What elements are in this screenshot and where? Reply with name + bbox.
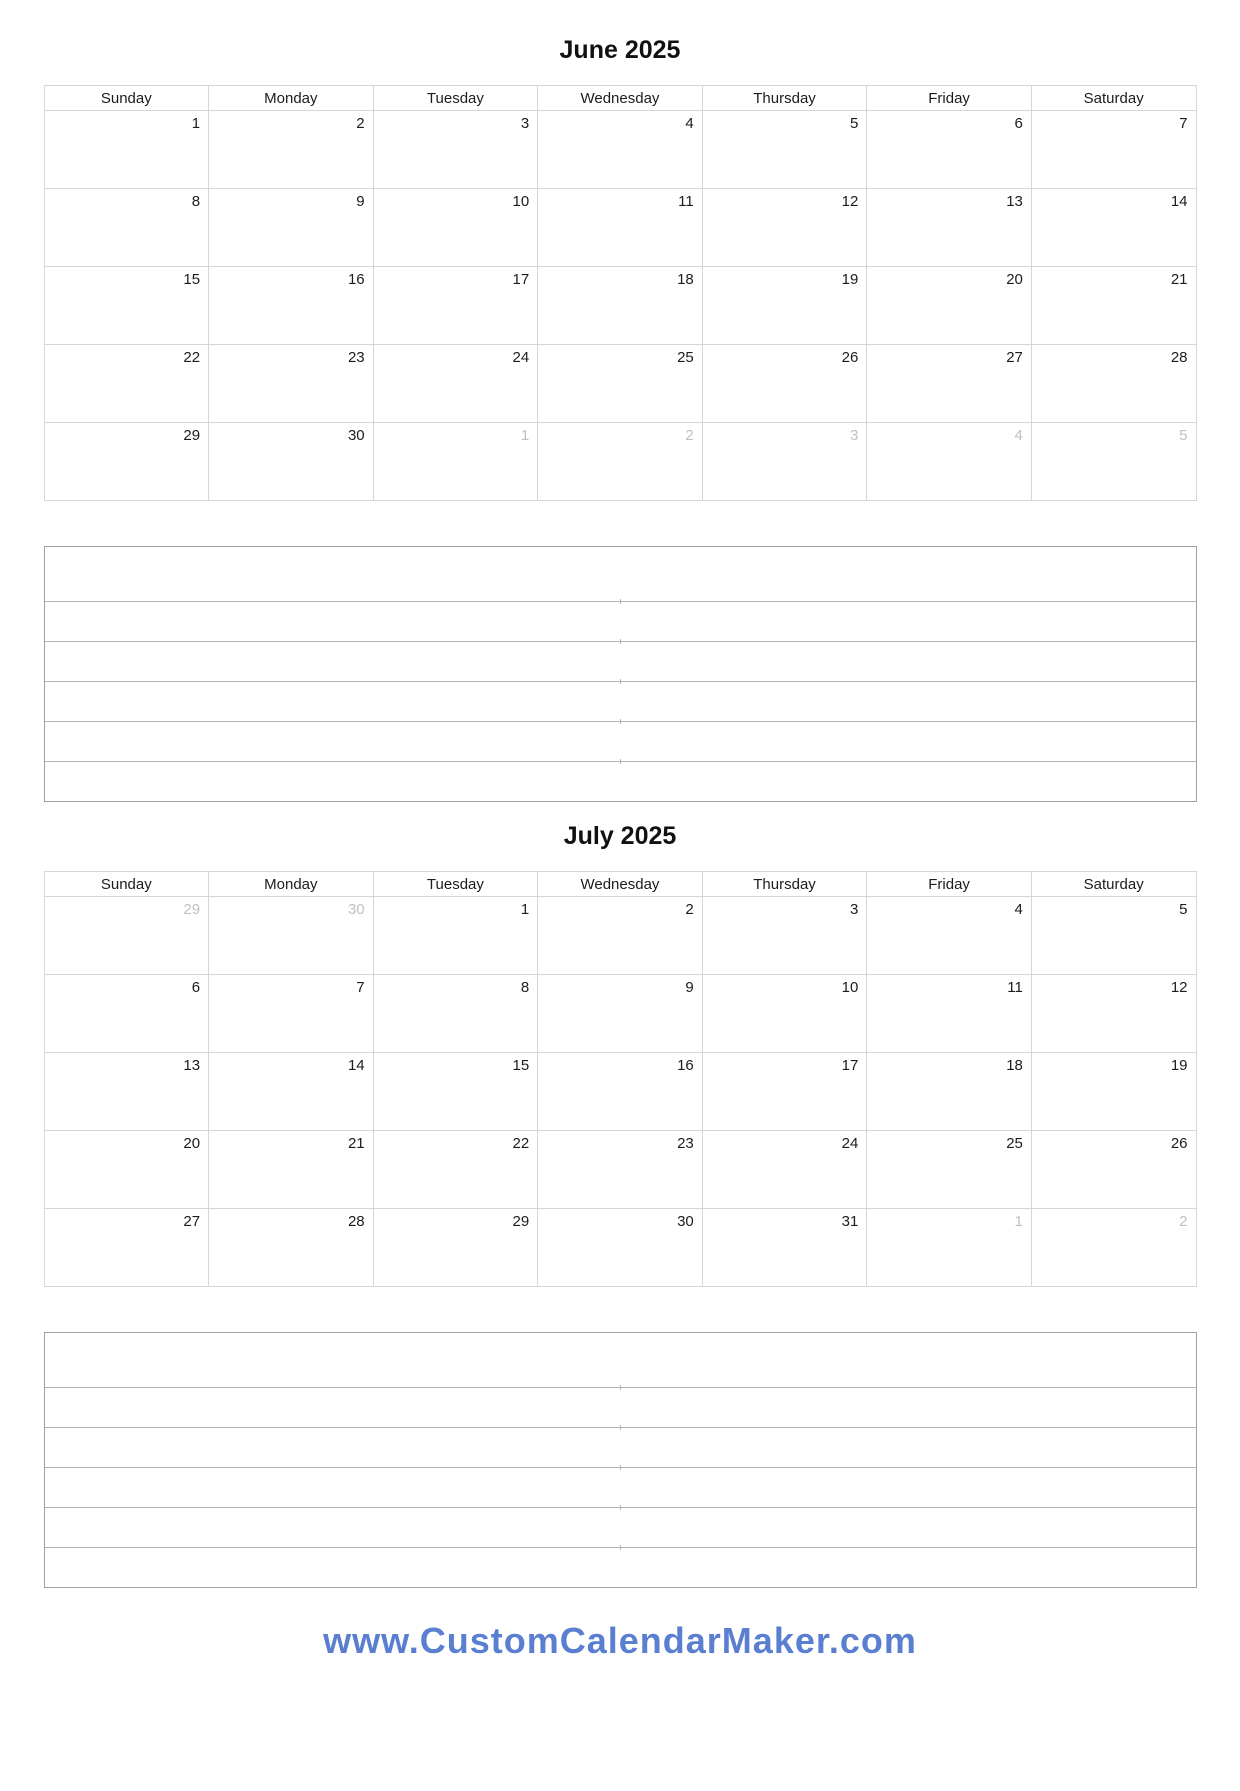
calendar-day: 15 [373, 1053, 538, 1131]
calendar-day: 1 [373, 897, 538, 975]
calendar-table-july [44, 871, 1197, 1287]
calendar-day: 8 [44, 189, 209, 267]
calendar-day: 19 [1031, 1053, 1196, 1131]
calendar-day-adjacent-month: 30 [209, 897, 374, 975]
weekday-header-sunday: Sunday [44, 872, 209, 897]
weekday-header-saturday: Saturday [1031, 872, 1196, 897]
calendar-day: 9 [209, 189, 374, 267]
weekday-header-friday: Friday [867, 872, 1032, 897]
calendar-day: 23 [209, 345, 374, 423]
calendar-day: 22 [44, 345, 209, 423]
calendar-week-row [44, 267, 1196, 345]
calendar-day: 17 [702, 1053, 867, 1131]
website-url-text: www.CustomCalendarMaker.com [323, 1620, 917, 1661]
notes-line [45, 601, 1196, 641]
weekday-header-row [44, 872, 1196, 897]
calendar-day: 16 [209, 267, 374, 345]
calendar-table-june [44, 85, 1197, 501]
calendar-day: 12 [1031, 975, 1196, 1053]
notes-line [45, 761, 1196, 801]
calendar-day: 3 [702, 897, 867, 975]
calendar-day-adjacent-month: 2 [1031, 1209, 1196, 1287]
calendar-sheet [44, 36, 1197, 1662]
notes-line [45, 721, 1196, 761]
calendar-day: 26 [1031, 1131, 1196, 1209]
notes-line [45, 1387, 1196, 1427]
notes-line [45, 1427, 1196, 1467]
calendar-week-row [44, 111, 1196, 189]
calendar-day: 8 [373, 975, 538, 1053]
calendar-week-row [44, 345, 1196, 423]
weekday-header-friday: Friday [867, 86, 1032, 111]
calendar-day: 4 [538, 111, 703, 189]
calendar-day: 10 [373, 189, 538, 267]
calendar-week-row [44, 1209, 1196, 1287]
calendar-day: 27 [44, 1209, 209, 1287]
calendar-day: 29 [373, 1209, 538, 1287]
calendar-week-row [44, 423, 1196, 501]
calendar-day: 25 [867, 1131, 1032, 1209]
calendar-day: 17 [373, 267, 538, 345]
calendar-day: 22 [373, 1131, 538, 1209]
weekday-header-thursday: Thursday [702, 872, 867, 897]
weekday-header-monday: Monday [209, 86, 374, 111]
weekday-header-wednesday: Wednesday [538, 86, 703, 111]
calendar-day: 28 [1031, 345, 1196, 423]
calendar-day: 15 [44, 267, 209, 345]
calendar-day: 13 [44, 1053, 209, 1131]
calendar-day: 7 [1031, 111, 1196, 189]
calendar-week-row [44, 189, 1196, 267]
calendar-day: 27 [867, 345, 1032, 423]
calendar-day: 1 [44, 111, 209, 189]
weekday-header-tuesday: Tuesday [373, 872, 538, 897]
weekday-header-wednesday: Wednesday [538, 872, 703, 897]
calendar-day-adjacent-month: 3 [702, 423, 867, 501]
calendar-day: 18 [867, 1053, 1032, 1131]
calendar-day: 29 [44, 423, 209, 501]
calendar-day: 5 [702, 111, 867, 189]
calendar-day: 10 [702, 975, 867, 1053]
calendar-day: 28 [209, 1209, 374, 1287]
calendar-week-row [44, 897, 1196, 975]
calendar-day: 2 [209, 111, 374, 189]
calendar-day: 19 [702, 267, 867, 345]
calendar-day: 25 [538, 345, 703, 423]
notes-box-june [44, 546, 1197, 802]
calendar-day-adjacent-month: 1 [373, 423, 538, 501]
calendar-day: 14 [209, 1053, 374, 1131]
calendar-day: 11 [867, 975, 1032, 1053]
calendar-day: 16 [538, 1053, 703, 1131]
notes-line [45, 1507, 1196, 1547]
calendar-day: 18 [538, 267, 703, 345]
calendar-day-adjacent-month: 29 [44, 897, 209, 975]
notes-line [45, 1333, 1196, 1387]
calendar-day: 14 [1031, 189, 1196, 267]
notes-line [45, 641, 1196, 681]
calendar-week-row [44, 1131, 1196, 1209]
calendar-day: 12 [702, 189, 867, 267]
calendar-day: 21 [209, 1131, 374, 1209]
calendar-day-adjacent-month: 1 [867, 1209, 1032, 1287]
month-title-june: June 2025 [559, 36, 681, 64]
notes-line [45, 547, 1196, 601]
calendar-day: 31 [702, 1209, 867, 1287]
calendar-day: 26 [702, 345, 867, 423]
calendar-day: 6 [867, 111, 1032, 189]
calendar-day: 7 [209, 975, 374, 1053]
calendar-day: 24 [373, 345, 538, 423]
weekday-header-sunday: Sunday [44, 86, 209, 111]
notes-box-july [44, 1332, 1197, 1588]
calendar-day: 9 [538, 975, 703, 1053]
calendar-day: 20 [867, 267, 1032, 345]
calendar-week-row [44, 975, 1196, 1053]
calendar-day: 11 [538, 189, 703, 267]
calendar-day: 23 [538, 1131, 703, 1209]
calendar-day: 30 [209, 423, 374, 501]
calendar-day: 30 [538, 1209, 703, 1287]
weekday-header-saturday: Saturday [1031, 86, 1196, 111]
weekday-header-thursday: Thursday [702, 86, 867, 111]
calendar-day: 2 [538, 897, 703, 975]
month-title-july: July 2025 [563, 822, 677, 850]
weekday-header-row [44, 86, 1196, 111]
notes-line [45, 1467, 1196, 1507]
calendar-day: 5 [1031, 897, 1196, 975]
calendar-day: 3 [373, 111, 538, 189]
calendar-day: 20 [44, 1131, 209, 1209]
calendar-day: 21 [1031, 267, 1196, 345]
calendar-day-adjacent-month: 2 [538, 423, 703, 501]
weekday-header-tuesday: Tuesday [373, 86, 538, 111]
calendar-day-adjacent-month: 5 [1031, 423, 1196, 501]
calendar-day-adjacent-month: 4 [867, 423, 1032, 501]
calendar-day: 13 [867, 189, 1032, 267]
calendar-day: 6 [44, 975, 209, 1053]
weekday-header-monday: Monday [209, 872, 374, 897]
calendar-day: 4 [867, 897, 1032, 975]
calendar-day: 24 [702, 1131, 867, 1209]
notes-line [45, 1547, 1196, 1587]
notes-line [45, 681, 1196, 721]
calendar-week-row [44, 1053, 1196, 1131]
